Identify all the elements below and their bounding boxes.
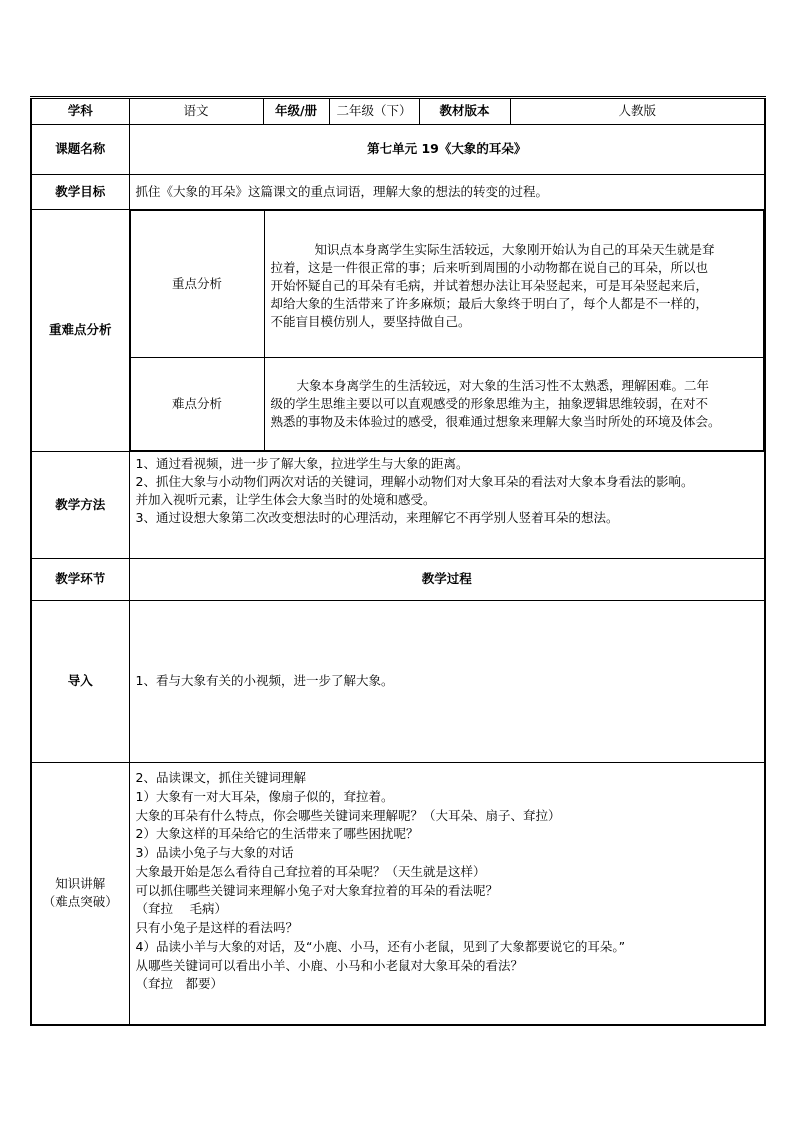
difficult-analysis-line: 大象本身离学生的生活较远，对大象的生活习性不太熟悉，理解困难。二年 (296, 377, 710, 393)
knowledge-row (31, 763, 765, 1025)
knowledge-line: 大象最开始是怎么看待自己耷拉着的耳朵呢？（天生就是这样） (135, 863, 486, 879)
knowledge-line: 可以抓住哪些关键词来理解小兔子对大象耷拉着的耳朵的看法呢？ (135, 882, 499, 898)
analysis-label: 重难点分析 (31, 210, 129, 452)
subject-label: 学科 (31, 98, 129, 125)
key-analysis-line: 不能盲目模仿别人，要坚持做自己。 (270, 314, 471, 330)
process-title: 教学过程 (129, 559, 765, 601)
knowledge-line: 从哪些关键词可以看出小羊、小鹿、小马和小老鼠对大象耳朵的看法？ (135, 957, 524, 973)
knowledge-line: 4）品读小羊与大象的对话，及“小鹿、小马，还有小老鼠，见到了大象都要说它的耳朵。” (135, 938, 626, 954)
grade-value: 二年级（下） (329, 98, 419, 125)
knowledge-label (31, 763, 129, 1025)
methods-row (31, 452, 765, 559)
process-stage-label: 教学环节 (31, 559, 129, 601)
intro-text: 1、看与大象有关的小视频，进一步了解大象。 (129, 601, 765, 763)
subject-value: 语文 (129, 98, 263, 125)
knowledge-line: 3）品读小兔子与大象的对话 (135, 845, 294, 860)
key-analysis-text (264, 211, 764, 358)
knowledge-line: 2、品读课文，抓住关键词理解 (135, 770, 306, 785)
knowledge-line: （耷拉 毛病） (135, 901, 227, 917)
goal-text: 抓住《大象的耳朵》这篇课文的重点词语，理解大象的想法的转变的过程。 (129, 175, 765, 210)
edition-value: 人教版 (510, 98, 765, 125)
goal-label: 教学目标 (31, 175, 129, 210)
methods-line: 并加入视听元素，让学生体会大象当时的处境和感受。 (135, 492, 436, 508)
intro-row (31, 601, 765, 763)
methods-line: 3、通过设想大象第二次改变想法时的心理活动，来理解它不再学别人竖着耳朵的想法。 (135, 510, 619, 526)
methods-label: 教学方法 (31, 452, 129, 559)
knowledge-line: 大象的耳朵有什么特点，你会哪些关键词来理解呢？（大耳朵、扇子、耷拉） (135, 807, 561, 823)
header-row (31, 98, 765, 125)
difficult-analysis-label: 难点分析 (130, 358, 264, 451)
process-header-row (31, 559, 765, 601)
difficult-analysis-row (130, 358, 764, 451)
knowledge-line: 1）大象有一对大耳朵，像扇子似的，耷拉着。 (135, 788, 394, 804)
difficult-analysis-line: 级的学生思维主要以可以直观感受的形象思维为主，抽象逻辑思维较弱，在对不 (270, 395, 709, 411)
knowledge-line: 只有小兔子是这样的看法吗？ (135, 920, 299, 935)
knowledge-line: （耷拉 都要） (135, 976, 224, 992)
methods-line: 1、通过看视频，进一步了解大象，拉进学生与大象的距离。 (135, 456, 469, 471)
knowledge-label-line1: 知识讲解 (55, 876, 106, 892)
goal-row (31, 175, 765, 210)
methods-line: 2、抓住大象与小动物们两次对话的关键词，理解小动物们对大象耳朵的看法对大象本身看法的影响。 (135, 474, 694, 490)
intro-label: 导入 (31, 601, 129, 763)
edition-label: 教材版本 (419, 98, 510, 125)
grade-label: 年级/册 (263, 98, 329, 125)
methods-text (129, 452, 765, 559)
knowledge-text (129, 763, 765, 1025)
key-analysis-line: 知识点本身离学生实际生活较远，大象刚开始认为自己的耳朵天生就是耷 (314, 241, 715, 257)
key-analysis-line: 却给大象的生活带来了许多麻烦；最后大象终于明白了，每个人都是不一样的， (270, 296, 709, 312)
key-analysis-label: 重点分析 (130, 211, 264, 358)
knowledge-label-line2: （难点突破） (42, 894, 118, 910)
difficult-analysis-line: 熟悉的事物及未体验过的感受，很难通过想象来理解大象当时所处的环境及体会。 (270, 414, 721, 430)
course-label: 课题名称 (31, 125, 129, 175)
difficult-analysis-text (264, 358, 764, 451)
key-analysis-row (130, 211, 764, 358)
analysis-row (31, 210, 765, 452)
key-analysis-line: 开始怀疑自己的耳朵有毛病，并试着想办法让耳朵竖起来，可是耳朵竖起来后， (270, 277, 709, 293)
analysis-subtable (130, 210, 765, 451)
analysis-cell (129, 210, 765, 452)
lesson-plan-table (30, 96, 766, 1026)
key-analysis-line: 拉着，这是一件很正常的事；后来听到周围的小动物都在说自己的耳朵，所以也 (270, 259, 709, 275)
course-title: 第七单元 19《大象的耳朵》 (129, 125, 765, 175)
knowledge-line: 2）大象这样的耳朵给它的生活带来了哪些困扰呢？ (135, 826, 419, 842)
course-row (31, 125, 765, 175)
